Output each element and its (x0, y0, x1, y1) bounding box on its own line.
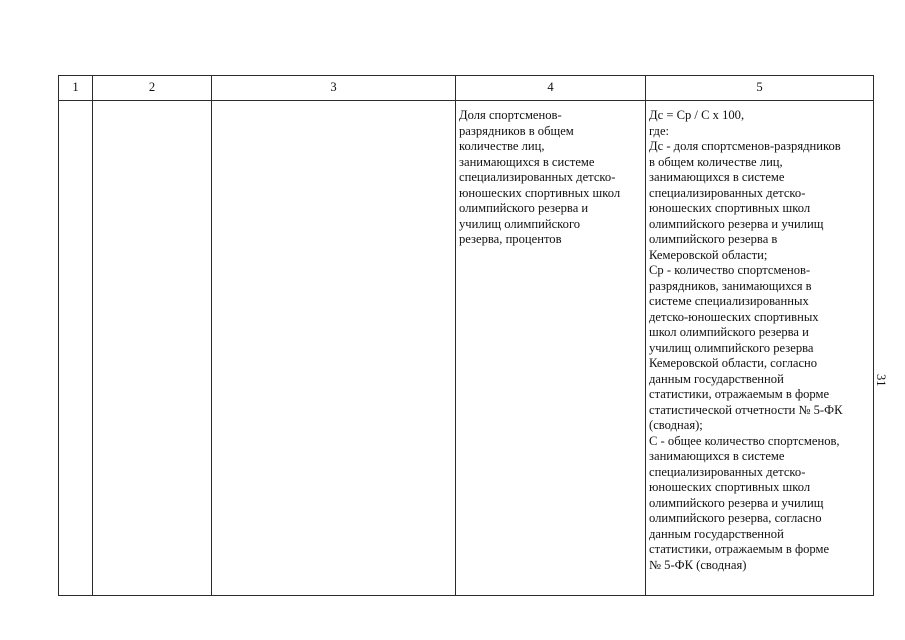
row-cell-1 (59, 101, 93, 596)
row-cell-3 (212, 101, 456, 596)
indicator-name-cell (456, 101, 646, 596)
table-header-row (59, 76, 874, 101)
header-cell-5: 5 (646, 76, 874, 101)
row-cell-3-text (212, 101, 455, 108)
header-cell-2: 2 (93, 76, 212, 101)
header-cell-3: 3 (212, 76, 456, 101)
page-number: 31 (874, 374, 888, 387)
row-cell-1-text (59, 101, 92, 108)
row-cell-2 (93, 101, 212, 596)
indicator-name-text: Доля спортсменов- разрядников в общем количестве лиц, занимающихся в системе специализированных детско- юношеских спортивных школ олимпийского резерва и училищ олимпийского резерва, процентов (459, 108, 621, 246)
header-cell-4: 4 (456, 76, 646, 101)
document-table (58, 75, 874, 596)
header-cell-1: 1 (59, 76, 93, 101)
table-row (59, 101, 874, 596)
row-cell-2-text (93, 101, 211, 108)
calculation-method-cell (646, 101, 874, 596)
calculation-method-text: Дс = Ср / С x 100, где: Дс - доля спортсменов-разрядников в общем количестве лиц, занимающихся в системе специализированных детско- юношеских спортивных школ олимпийского резерва и училищ олимпийского резерва в Кемеровской области; Ср - количество спортсменов- разрядников, занимающихся в системе специализированных детско-юношеских спортивных школ олимпийского резерва и училищ олимпийского резерва Кемеровской области, согласно данным государственной статистики, отражаемым в форме статистической отчетности № 5-ФК (сводная); С - общее количество спортсменов, занимающихся в системе специализированных детско- юношеских спортивных школ олимпийского резерва и училищ олимпийского резерва, согласно данным государственной статистики, отражаемым в форме № 5-ФК (сводная) (649, 108, 843, 572)
